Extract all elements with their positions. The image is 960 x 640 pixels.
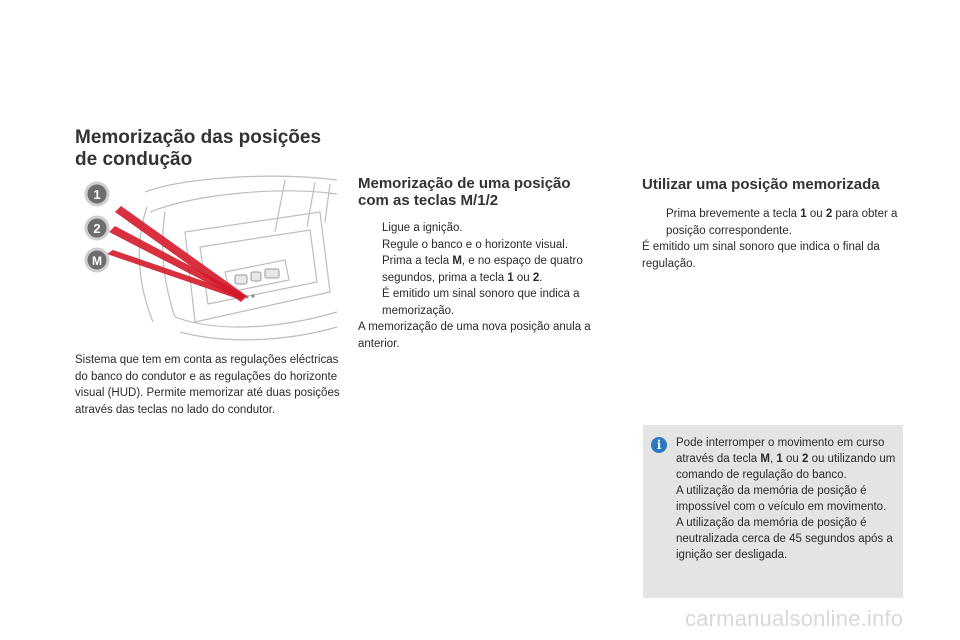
info-paragraph-2: A utilização da memória de posição é impossível com o veículo em movimento.	[676, 485, 887, 513]
info-box	[643, 425, 903, 598]
memorize-step-1	[358, 220, 620, 237]
memorize-step-3-text-c: ou	[513, 271, 533, 284]
key-m: M	[760, 453, 770, 465]
use-heading: Utilizar uma posição memorizada	[642, 176, 880, 193]
key-1: 1	[507, 271, 514, 284]
page-title	[75, 127, 355, 171]
memory-button-1-icon	[86, 183, 108, 205]
button-1-label: 1	[93, 187, 101, 202]
key-2: 2	[825, 208, 833, 220]
seat-memory-buttons-illustration	[75, 172, 340, 347]
use-step-1-text-c: para obter a posição correspondente.	[666, 208, 898, 237]
memorize-step-3-text-d: .	[539, 271, 543, 284]
use-note: É emitido um sinal sonoro que indica o final da regulação.	[642, 241, 880, 270]
info-paragraph-3: A utilização da memória de posição é neutralizada cerca de 45 segundos após a ignição ser desligada.	[676, 517, 893, 561]
memorize-step-2	[358, 237, 620, 254]
intro-paragraph	[75, 352, 340, 418]
memorize-steps	[358, 220, 620, 352]
info-line1-b: ,	[769, 453, 777, 465]
memorize-step-1-text: Ligue a ignição.	[382, 222, 463, 234]
memorize-heading-line2: com as teclas M/1/2	[358, 192, 499, 209]
info-line1-d: ou utilizando um comando de regulação do banco.	[676, 453, 896, 481]
key-1: 1	[800, 208, 807, 220]
memorize-step-2-text: Regule o banco e o horizonte visual.	[382, 238, 569, 251]
memorize-step-3-text-a: Prima a tecla	[382, 255, 453, 267]
key-m: M	[452, 255, 462, 267]
intro-text: Sistema que tem em conta as regulações eléctricas do banco do condutor e as regulações do horizonte visual (HUD). Permite memorizar até duas posições através das teclas no lado do condutor.	[75, 354, 340, 416]
button-m-label: M	[92, 254, 102, 268]
page-title-line2: de condução	[75, 149, 193, 170]
page-title-line1: Memorização das posições	[75, 127, 322, 148]
memory-button-m-icon	[86, 249, 108, 271]
use-step-1-text-b: ou	[806, 208, 826, 220]
use-step-1-text-a: Prima brevemente a tecla	[666, 208, 801, 220]
memorize-step-3	[358, 253, 620, 286]
watermark: carmanualsonline.info	[685, 606, 904, 631]
info-line1-c: ou	[782, 453, 802, 465]
info-text	[676, 435, 901, 563]
use-steps	[642, 206, 904, 272]
memorize-note: A memorização de uma nova posição anula a anterior.	[358, 321, 591, 350]
memorize-heading-line1: Memorização de uma posição	[358, 175, 571, 192]
memorize-step-3-note: É emitido um sinal sonoro que indica a memorização.	[382, 288, 580, 317]
info-line1-a: Pode interromper o movimento em curso através da tecla	[676, 437, 885, 465]
memorize-heading	[358, 175, 618, 209]
memorize-step-3-text-b: , e no espaço de quatro segundos, prima a tecla	[382, 255, 583, 284]
info-paragraph-1	[676, 435, 901, 483]
button-2-label: 2	[93, 221, 101, 236]
key-1: 1	[776, 453, 783, 465]
key-2: 2	[801, 453, 809, 465]
key-2: 2	[532, 271, 540, 284]
info-icon: i	[651, 437, 667, 453]
memory-button-2-icon	[86, 217, 108, 239]
use-step-1	[642, 206, 904, 239]
